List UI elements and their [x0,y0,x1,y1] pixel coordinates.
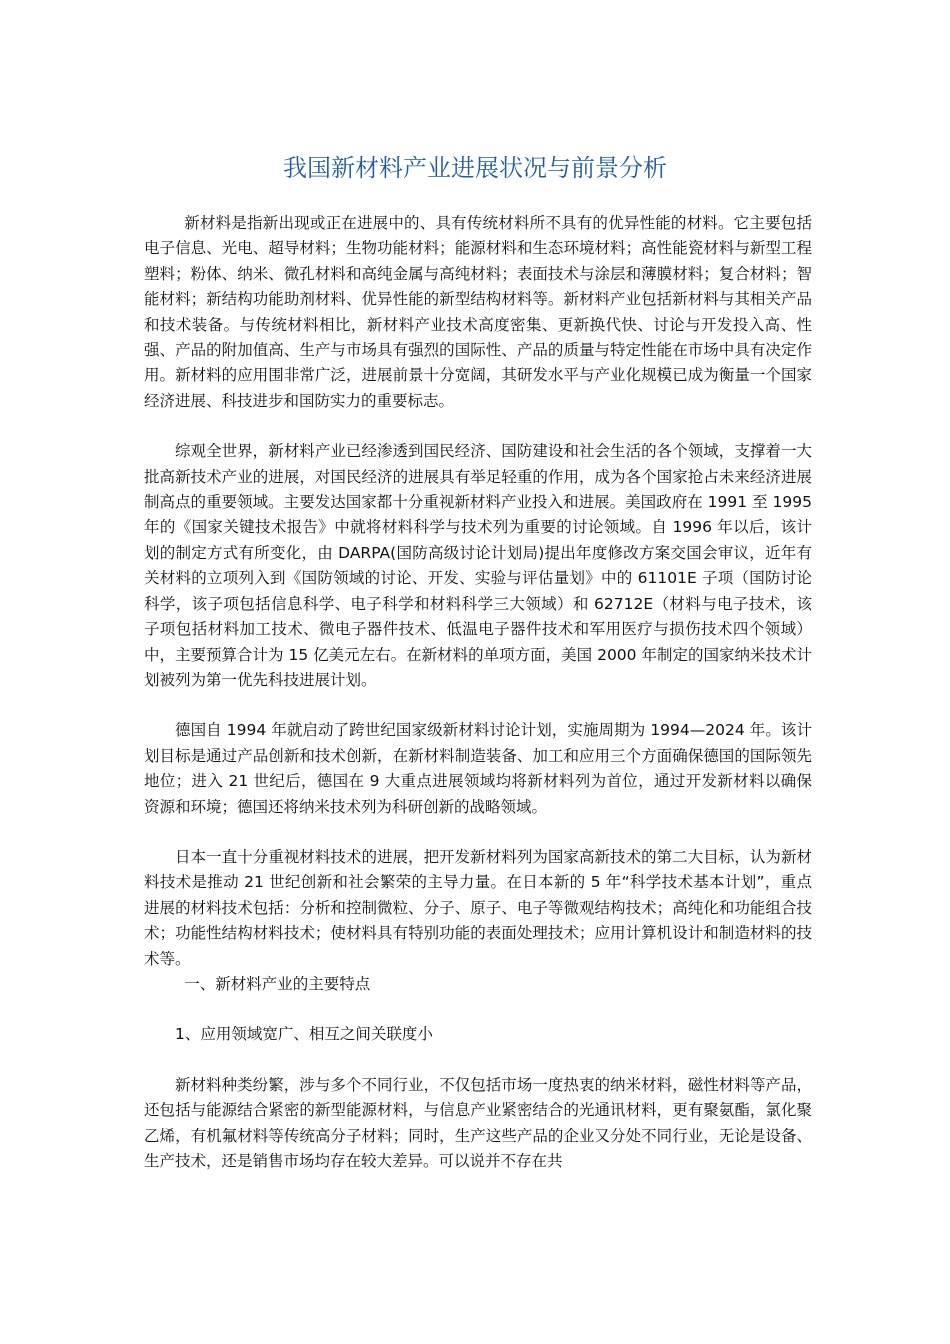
paragraph-gap [144,1048,812,1073]
document-title: 我国新材料产业进展状况与前景分析 [283,154,667,182]
paragraph-characteristics: 新材料种类纷繁，涉与多个不同行业，不仅包括市场一度热衷的纳米材料，磁性材料等产品，还包括与能源结合紧密的新型能源材料，与信息产业紧密结合的光通讯材料，更有聚氨酯，氯化聚乙烯，有机氟材料等传统高分子材料；同时，生产这些产品的企业又分处不同行业，无论是设备、生产技术，还是销售市场均存在较大差异。可以说并不存在共 [144,1075,812,1170]
paragraph-gap [144,414,812,439]
paragraph-japan: 日本一直十分重视材料技术的进展，把开发新材料列为国家高新技术的第二大目标，认为新材料技术是推动 21 世纪创新和社会繁荣的主导力量。在日本新的 5 年“科学技术基本计划”，重点进展的材料技术包括：分析和控制微粒、分子、原子、电子等微观结构技术；高纯化和功能组合技术；功能性结构材料技术；使材料具有特别功能的表面处理技术；应用计算机设计和制造材料的技术等。 [144,847,812,968]
paragraph-germany: 德国自 1994 年就启动了跨世纪国家级新材料讨论计划，实施周期为 1994—2024 年。该计划目标是通过产品创新和技术创新，在新材料制造装备、加工和应用三个方面确保德国的国际领先地位；进入 21 世纪后，德国在 9 大重点进展领域均将新材料列为首位，通过开发新材料以确保资源和环境；德国还将纳米技术列为科研创新的战略领域。 [144,721,812,816]
paragraph-gap [144,820,812,845]
document-body [144,211,812,1174]
paragraph-global: 综观全世界，新材料产业已经渗透到国民经济、国防建设和社会生活的各个领域，支撑着一大批高新技术产业的进展，对国民经济的进展具有举足轻重的作用，成为各个国家抢占未来经济进展制高点的重要领域。主要发达国家都十分重视新材料产业投入和进展。美国政府在 1991 至 1995 年的《国家关键技术报告》中就将材料科学与技术列为重要的讨论领域。自 1996 年以后，该计划的制定方式有所变化，由 DARPA(国防高级讨论计划局)提出年度修改方案交国会审议，近年有关材料的立项列入到《国防领域的讨论、开发、实验与评估量划》中的 61101E 子项（国防讨论科学，该子项包括信息科学、电子科学和材料科学三大领域）和 62712E（材料与电子技术，该子项包括材料加工技术、微电子器件技术、低温电子器件技术和军用医疗与损伤技术四个领域）中，主要预算合计为 15 亿美元左右。在新材料的单项方面，美国 2000 年制定的国家纳米技术计划被列为第一优先科技进展计划。 [144,442,812,689]
paragraph-gap [144,693,812,718]
section-heading: 一、新材料产业的主要特点 [184,974,371,993]
subsection-heading: 1、应用领域宽广、相互之间关联度小 [175,1025,433,1044]
paragraph-intro: 新材料是指新出现或正在进展中的、具有传统材料所不具有的优异性能的材料。它主要包括电子信息、光电、超导材料；生物功能材料；能源材料和生态环境材料；高性能瓷材料与新型工程塑料；粉体、纳米、微孔材料和高纯金属与高纯材料；表面技术与涂层和薄膜材料；复合材料；智能材料；新结构功能助剂材料、优异性能的新型结构材料等。新材料产业包括新材料与其相关产品和技术装备。与传统材料相比，新材料产业技术高度密集、更新换代快、讨论与开发投入高、性强、产品的附加值高、生产与市场具有强烈的国际性、产品的质量与特定性能在市场中具有决定作用。新材料的应用围非常广泛，进展前景十分宽阔，其研发水平与产业化规模已成为衡量一个国家经济进展、科技进步和国防实力的重要标志。 [144,214,812,410]
paragraph-gap [144,997,812,1022]
